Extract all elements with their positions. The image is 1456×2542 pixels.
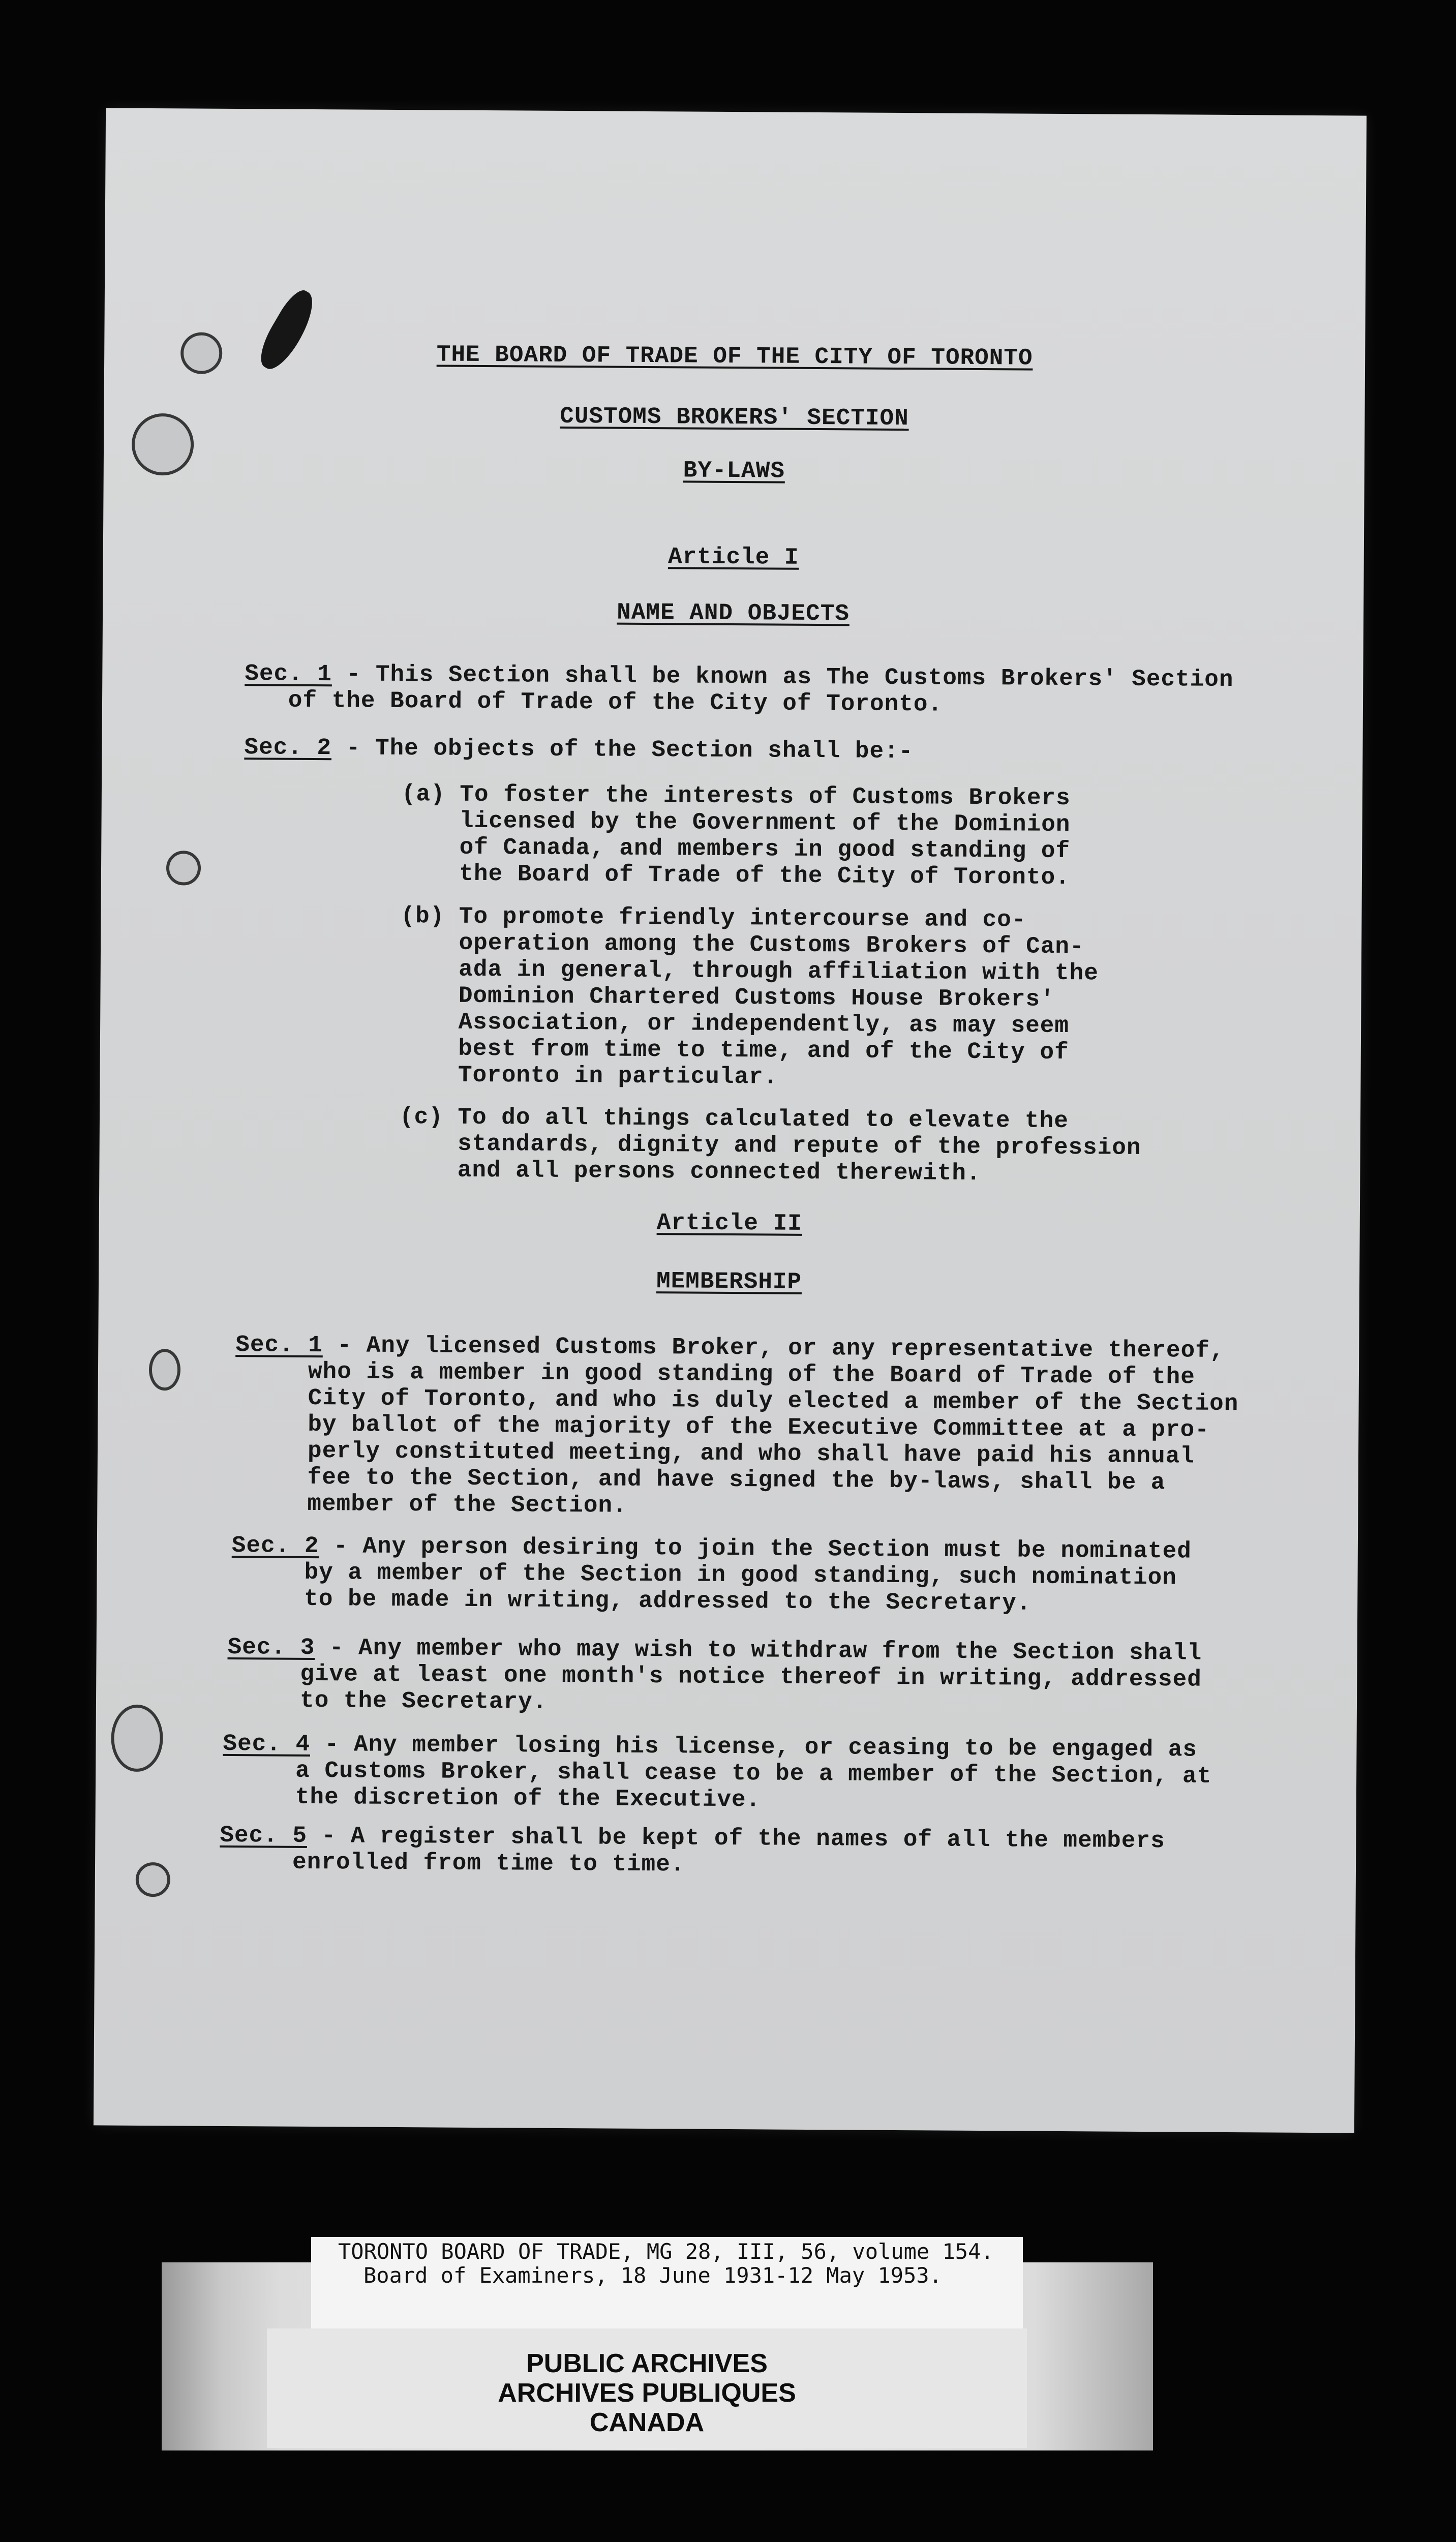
- article-2-sec-3: [227, 1634, 1202, 1719]
- sec-text: - A register shall be kept of the names of all the members enrolled from time to time.: [219, 1822, 1165, 1878]
- doc-subtitle: CUSTOMS BROKERS' SECTION: [560, 403, 909, 432]
- sec-text: - Any member who may wish to withdraw from the Section shall give at least one month's notice thereof in writing, addressed to the Secretary.: [227, 1635, 1202, 1715]
- document-page: [94, 108, 1367, 2133]
- archives-name-fr: ARCHIVES PUBLIQUES: [498, 2378, 796, 2408]
- article-1-item-c: (c) To do all things calculated to elevate the standards, dignity and repute of the profession and all persons connected therewith.: [399, 1104, 1141, 1187]
- sec-text: - The objects of the Section shall be:-: [331, 735, 914, 765]
- archives-name-en: PUBLIC ARCHIVES: [526, 2349, 768, 2378]
- sec-label: Sec. 5: [220, 1822, 308, 1849]
- sec-label: Sec. 1: [245, 660, 332, 688]
- sec-label: Sec. 2: [244, 734, 332, 762]
- punch-hole: [166, 851, 201, 885]
- article-2-sec-1: [234, 1331, 1239, 1523]
- sec-label: Sec. 2: [231, 1532, 319, 1560]
- sec-label: Sec. 3: [227, 1633, 315, 1661]
- sec-text: - Any licensed Customs Broker, or any representative thereof, who is a member in good standing of the Board of Trade of the City of Toronto, and who is duly elected a member of the Section by ballot of the majority of the Executive Committee at a pro- perly constituted meeting, and who shall have paid his annual fee to the Section, and have signed the by-laws, shall be a member of the Section.: [234, 1332, 1239, 1519]
- article-2-sec-2: [231, 1532, 1192, 1618]
- doc-bylaws: BY-LAWS: [683, 457, 785, 485]
- punch-hole: [111, 1705, 163, 1772]
- sec-text: - This Section shall be known as The Customs Brokers' Section of the Board of Trade of the City of Toronto.: [244, 661, 1234, 718]
- article-1-subheading: NAME AND OBJECTS: [617, 599, 850, 627]
- article-1-item-a: (a) To foster the interests of Customs Brokers licensed by the Government of the Dominion of Canada, and members in good standing of the Board of Trade of the City of Toronto.: [401, 781, 1071, 891]
- article-1-sec-1: [245, 660, 1234, 719]
- article-1-sec-2: [244, 734, 913, 765]
- article-2-subheading: MEMBERSHIP: [656, 1268, 802, 1295]
- sec-text: - Any member losing his license, or ceasing to be engaged as a Customs Broker, shall cease to be a member of the Section, at the discretion of the Executive.: [222, 1731, 1212, 1813]
- reference-line-1: TORONTO BOARD OF TRADE, MG 28, III, 56, volume 154.: [338, 2239, 994, 2264]
- article-2-sec-4: [223, 1731, 1212, 1816]
- punch-hole: [149, 1349, 180, 1390]
- article-2-sec-5: [220, 1822, 1165, 1881]
- sec-label: Sec. 1: [235, 1331, 323, 1359]
- article-1-heading: Article I: [668, 543, 799, 571]
- sec-text: - Any person desiring to join the Section must be nominated by a member of the Section in good standing, such nomination to be made in writing, addressed to the Secretary.: [231, 1533, 1192, 1617]
- reference-line-2: Board of Examiners, 18 June 1931-12 May 1953.: [363, 2263, 942, 2288]
- doc-title: THE BOARD OF TRADE OF THE CITY OF TORONTO: [436, 341, 1033, 372]
- punch-hole: [136, 1862, 170, 1897]
- article-2-heading: Article II: [656, 1209, 802, 1237]
- sec-label: Sec. 4: [223, 1730, 311, 1758]
- article-1-item-b: (b) To promote friendly intercourse and co- operation among the Customs Brokers of Can- ada in general, through affiliation with the Dominion Chartered Customs House Brokers' Association, or independently, as may seem best from time to time, and of the City of Toronto in particular.: [400, 903, 1099, 1091]
- archives-country: CANADA: [589, 2408, 705, 2437]
